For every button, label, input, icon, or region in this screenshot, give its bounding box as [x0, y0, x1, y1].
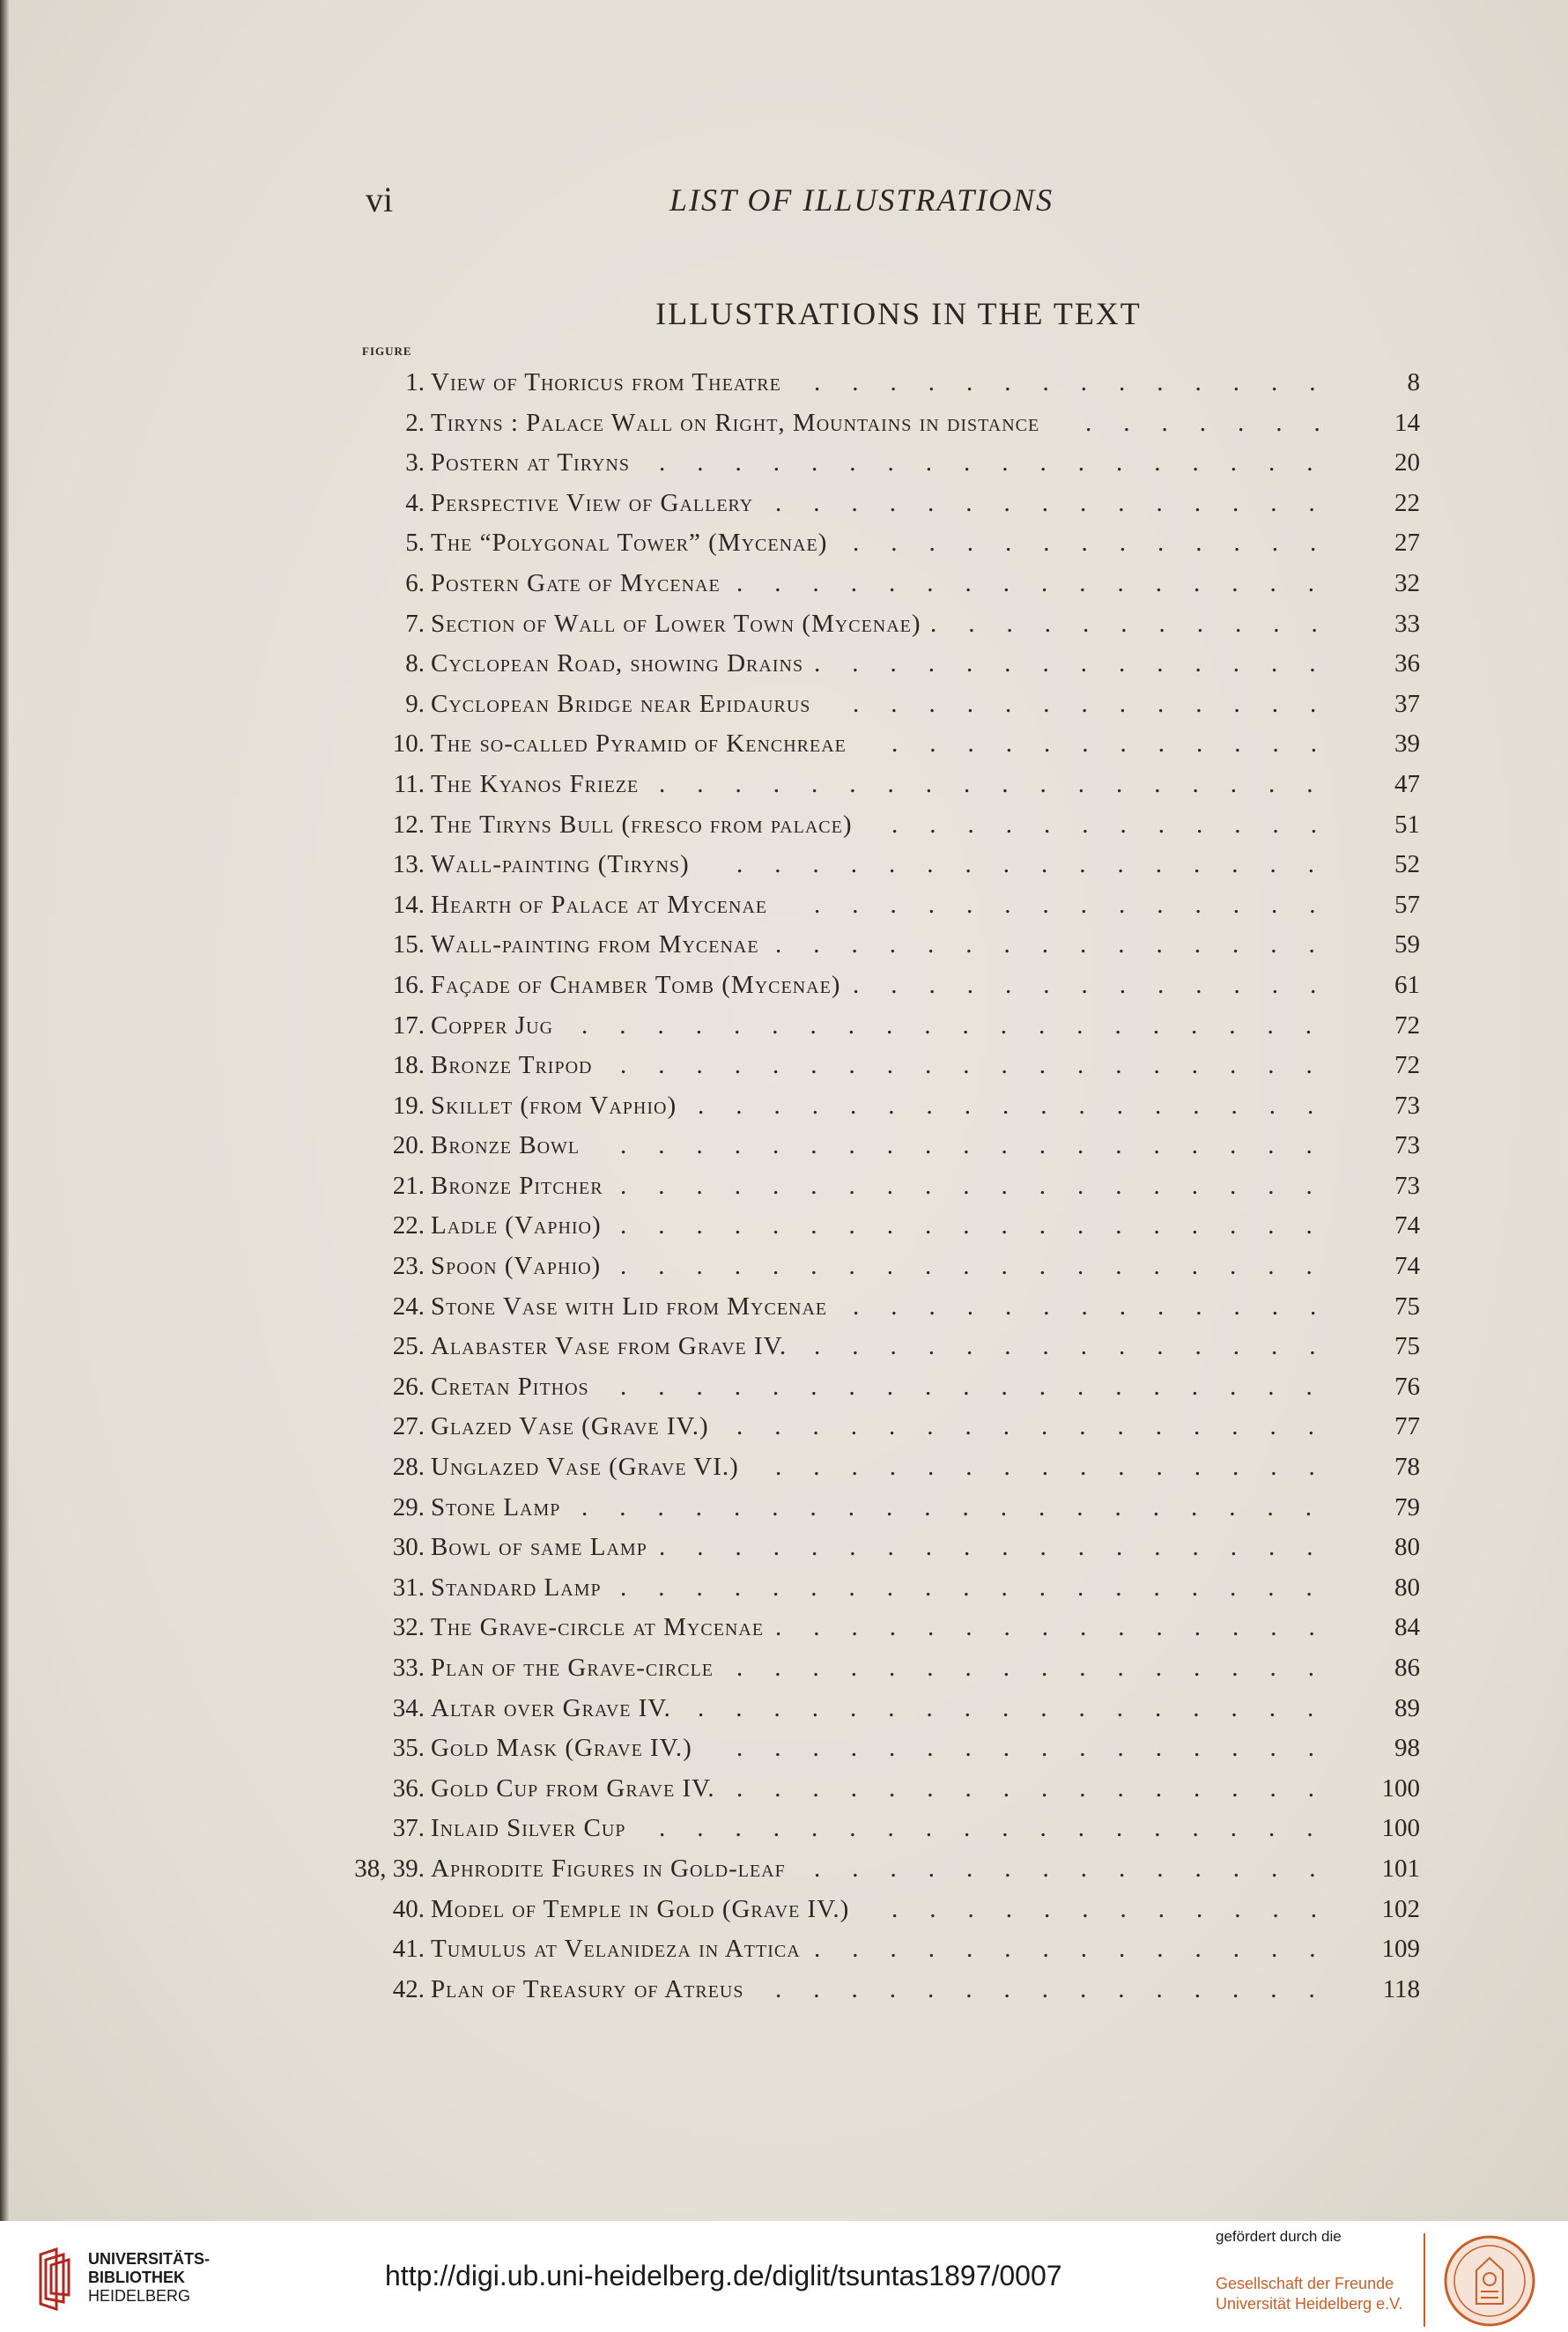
- figure-title: Inlaid Silver Cup: [431, 1814, 626, 1843]
- page-reference: 52: [1394, 850, 1420, 879]
- dot-leader: ..............: [814, 1854, 1348, 1883]
- list-item: [0, 564, 1568, 604]
- list-item: [0, 1247, 1568, 1287]
- figure-number: 17.: [392, 1011, 425, 1040]
- list-item: [0, 765, 1568, 805]
- list-item: [0, 443, 1568, 484]
- page-reference: 72: [1394, 1051, 1420, 1080]
- list-item: [0, 1206, 1568, 1247]
- list-item: [0, 1166, 1568, 1207]
- society-name-line2: Universität Heidelberg e.V.: [1216, 2295, 1403, 2313]
- figure-title: Bronze Bowl: [431, 1131, 581, 1160]
- figure-number: 27.: [392, 1412, 425, 1441]
- dot-leader: ..................: [659, 1533, 1345, 1562]
- list-item: [0, 925, 1568, 966]
- list-item: [0, 1608, 1568, 1648]
- dot-leader: .............: [853, 1292, 1349, 1321]
- page-reference: 80: [1394, 1533, 1420, 1562]
- list-item: [0, 1729, 1568, 1769]
- figure-number: 4.: [405, 488, 425, 517]
- page-reference: 8: [1407, 368, 1420, 396]
- list-item: [0, 1970, 1568, 2010]
- running-head-title: LIST OF ILLUSTRATIONS: [669, 182, 1054, 218]
- figure-number: 35.: [392, 1734, 425, 1763]
- dot-leader: ............: [891, 729, 1349, 759]
- dot-leader: ................: [736, 1654, 1346, 1682]
- figure-title: Perspective View of Gallery: [431, 488, 754, 517]
- dot-leader: ...................: [620, 1171, 1344, 1200]
- figure-title: Postern at Tiryns: [431, 448, 630, 478]
- page-reference: 109: [1381, 1935, 1420, 1964]
- dot-leader: ...............: [775, 488, 1347, 517]
- figure-title: Wall-painting from Mycenae: [431, 930, 759, 959]
- dot-leader: ................: [736, 850, 1346, 879]
- list-item: [0, 1367, 1568, 1408]
- figure-number: 37.: [392, 1814, 425, 1843]
- figure-number: 24.: [392, 1292, 425, 1321]
- illustrations-list: [0, 363, 1568, 2010]
- figure-title: Wall-painting (Tiryns): [431, 850, 690, 879]
- list-item: [0, 1046, 1568, 1086]
- list-item: [0, 1769, 1568, 1810]
- figure-number: 3.: [405, 448, 425, 478]
- library-name-line3: HEIDELBERG: [88, 2287, 191, 2305]
- list-item: [0, 1929, 1568, 1970]
- dot-leader: ...................: [620, 1051, 1344, 1080]
- list-item: [0, 1407, 1568, 1447]
- figure-column-label: FIGURE: [362, 344, 412, 358]
- list-item: [0, 885, 1568, 926]
- page-reference: 39: [1394, 729, 1420, 759]
- page-reference: 37: [1394, 689, 1420, 718]
- list-item: [0, 1689, 1568, 1729]
- page-reference: 74: [1394, 1252, 1420, 1281]
- figure-title: Postern Gate of Mycenae: [431, 568, 721, 597]
- figure-number: 8.: [405, 649, 425, 678]
- figure-number: 42.: [392, 1974, 425, 2003]
- page-reference: 73: [1394, 1091, 1420, 1120]
- figure-number: 13.: [392, 850, 425, 879]
- dot-leader: ................: [736, 568, 1346, 597]
- page-reference: 14: [1394, 408, 1420, 437]
- figure-number: 38, 39.: [354, 1854, 425, 1883]
- figure-title: Hearth of Palace at Mycenae: [431, 890, 768, 919]
- list-item: [0, 966, 1568, 1006]
- page-reference: 74: [1394, 1211, 1420, 1240]
- figure-title: The Tiryns Bull (fresco from palace): [431, 810, 853, 839]
- figure-title: Unglazed Vase (Grave VI.): [431, 1453, 739, 1482]
- list-item: [0, 484, 1568, 524]
- figure-number: 10.: [392, 729, 425, 759]
- figure-number: 11.: [393, 769, 425, 798]
- list-item: [0, 1126, 1568, 1166]
- figure-title: Plan of Treasury of Atreus: [431, 1974, 744, 2003]
- list-item: [0, 1568, 1568, 1609]
- society-name-line1: Gesellschaft der Freunde: [1216, 2275, 1394, 2292]
- list-item: [0, 724, 1568, 765]
- list-item: [0, 1327, 1568, 1367]
- list-item: [0, 1287, 1568, 1328]
- dot-leader: ..............: [814, 1332, 1348, 1361]
- footer-bar: [0, 2221, 1568, 2332]
- figure-number: 34.: [392, 1693, 425, 1722]
- figure-title: Ladle (Vaphio): [431, 1211, 602, 1240]
- dot-leader: ..............: [814, 649, 1348, 678]
- page-reference: 51: [1394, 810, 1420, 839]
- page-reference: 75: [1394, 1292, 1420, 1321]
- dot-leader: ................: [736, 1773, 1346, 1803]
- figure-title: View of Thoricus from Theatre: [431, 368, 781, 396]
- figure-title: The Grave-circle at Mycenae: [431, 1613, 765, 1642]
- society-name: [1216, 2274, 1402, 2314]
- list-item: [0, 845, 1568, 885]
- figure-number: 30.: [392, 1533, 425, 1562]
- figure-title: Tiryns : Palace Wall on Right, Mountains in distance: [431, 408, 1040, 437]
- figure-number: 33.: [392, 1654, 425, 1682]
- page-number: vi: [366, 180, 394, 219]
- figure-title: The “Polygonal Tower” (Mycenae): [431, 529, 828, 558]
- figure-number: 22.: [392, 1211, 425, 1240]
- page-reference: 78: [1394, 1453, 1420, 1482]
- figure-title: Copper Jug: [431, 1011, 554, 1040]
- figure-title: Gold Cup from Grave IV.: [431, 1773, 715, 1803]
- page-reference: 98: [1394, 1734, 1420, 1763]
- page-reference: 86: [1394, 1654, 1420, 1682]
- page-reference: 73: [1394, 1131, 1420, 1160]
- page-reference: 20: [1394, 448, 1420, 478]
- dot-leader: ....................: [581, 1011, 1343, 1040]
- dot-leader: ..............: [814, 890, 1348, 919]
- figure-number: 6.: [405, 568, 425, 597]
- library-name: [88, 2250, 210, 2306]
- figure-title: Spoon (Vaphio): [431, 1252, 602, 1281]
- page-reference: 77: [1394, 1412, 1420, 1441]
- list-item: [0, 1809, 1568, 1849]
- figure-number: 41.: [392, 1935, 425, 1964]
- figure-number: 19.: [392, 1091, 425, 1120]
- figure-number: 25.: [392, 1332, 425, 1361]
- dot-leader: ..................: [659, 769, 1345, 798]
- page-reference: 33: [1394, 609, 1420, 638]
- page-reference: 47: [1394, 769, 1420, 798]
- dot-leader: ............: [891, 810, 1349, 839]
- figure-title: Façade of Chamber Tomb (Mycenae): [431, 970, 841, 999]
- list-item: [0, 685, 1568, 725]
- figure-number: 9.: [405, 689, 425, 718]
- figure-number: 26.: [392, 1372, 425, 1401]
- page-reference: 100: [1381, 1773, 1420, 1803]
- dot-leader: ...................: [620, 1252, 1344, 1281]
- dot-leader: ................: [736, 1412, 1346, 1441]
- figure-number: 29.: [392, 1492, 425, 1521]
- list-item: [0, 523, 1568, 564]
- library-logo-icon: [37, 2247, 72, 2311]
- figure-number: 23.: [392, 1252, 425, 1281]
- section-title: ILLUSTRATIONS IN THE TEXT: [655, 296, 1142, 331]
- list-item: [0, 1890, 1568, 1930]
- list-item: [0, 1006, 1568, 1047]
- figure-number: 31.: [392, 1573, 425, 1602]
- page-reference: 22: [1394, 488, 1420, 517]
- dot-leader: .............: [853, 970, 1349, 999]
- figure-number: 20.: [392, 1131, 425, 1160]
- university-seal-icon: [1441, 2233, 1538, 2328]
- figure-number: 36.: [392, 1773, 425, 1803]
- figure-title: Tumulus at Velanideza in Attica: [431, 1935, 801, 1964]
- figure-number: 2.: [405, 408, 425, 437]
- dot-leader: ................: [736, 1734, 1346, 1763]
- figure-title: Plan of the Grave-circle: [431, 1654, 714, 1682]
- list-item: [0, 1447, 1568, 1488]
- dot-leader: ...........: [930, 609, 1350, 638]
- page-reference: 101: [1381, 1854, 1420, 1883]
- figure-number: 21.: [392, 1171, 425, 1200]
- figure-number: 5.: [405, 529, 425, 558]
- list-item: [0, 403, 1568, 444]
- page-reference: 80: [1394, 1573, 1420, 1602]
- figure-title: The Kyanos Frieze: [431, 769, 640, 798]
- dot-leader: ............: [891, 1894, 1349, 1923]
- dot-leader: .............: [853, 529, 1349, 558]
- figure-number: 32.: [392, 1613, 425, 1642]
- dot-leader: ...............: [775, 1453, 1347, 1482]
- page-reference: 73: [1394, 1171, 1420, 1200]
- page-reference: 79: [1394, 1492, 1420, 1521]
- figure-title: The so-called Pyramid of Kenchreae: [431, 729, 847, 759]
- figure-title: Gold Mask (Grave IV.): [431, 1734, 692, 1763]
- dot-leader: ..................: [659, 1814, 1345, 1843]
- page-reference: 102: [1381, 1894, 1420, 1923]
- figure-title: Cyclopean Bridge near Epidaurus: [431, 689, 811, 718]
- page-reference: 100: [1381, 1814, 1420, 1843]
- dot-leader: ...................: [620, 1372, 1344, 1401]
- figure-title: Bowl of same Lamp: [431, 1533, 647, 1562]
- page-reference: 89: [1394, 1693, 1420, 1722]
- figure-title: Altar over Grave IV.: [431, 1693, 671, 1722]
- dot-leader: .................: [698, 1091, 1346, 1120]
- library-name-line2: BIBLIOTHEK: [88, 2269, 185, 2286]
- figure-title: Model of Temple in Gold (Grave IV.): [431, 1894, 850, 1923]
- list-item: [0, 1086, 1568, 1127]
- page-reference: 32: [1394, 568, 1420, 597]
- dot-leader: .......: [1085, 408, 1352, 437]
- page-reference: 61: [1394, 970, 1420, 999]
- figure-number: 7.: [405, 609, 425, 638]
- dot-leader: ..............: [814, 1935, 1348, 1964]
- figure-number: 14.: [392, 890, 425, 919]
- figure-title: Stone Vase with Lid from Mycenae: [431, 1292, 828, 1321]
- figure-title: Section of Wall of Lower Town (Mycenae): [431, 609, 921, 638]
- figure-number: 28.: [392, 1453, 425, 1482]
- list-item: [0, 363, 1568, 403]
- page-reference: 36: [1394, 649, 1420, 678]
- dot-leader: .............: [853, 689, 1349, 718]
- figure-title: Aphrodite Figures in Gold-leaf: [431, 1854, 786, 1883]
- figure-title: Stone Lamp: [431, 1492, 561, 1521]
- permalink-url[interactable]: http://digi.ub.uni-heidelberg.de/diglit/tsuntas1897/0007: [385, 2260, 1062, 2291]
- figure-title: Bronze Tripod: [431, 1051, 593, 1080]
- dot-leader: ...............: [775, 1974, 1347, 2003]
- list-item: [0, 604, 1568, 645]
- library-name-line1: UNIVERSITÄTS-: [88, 2250, 211, 2268]
- figure-number: 15.: [392, 930, 425, 959]
- dot-leader: ..................: [659, 448, 1345, 478]
- dot-leader: ...................: [620, 1573, 1344, 1602]
- figure-number: 12.: [392, 810, 425, 839]
- footer-divider: [1424, 2233, 1425, 2327]
- dot-leader: ...................: [620, 1211, 1344, 1240]
- dot-leader: ...............: [775, 1613, 1347, 1642]
- dot-leader: .................: [698, 1693, 1346, 1722]
- figure-title: Skillet (from Vaphio): [431, 1091, 677, 1120]
- page-reference: 118: [1382, 1974, 1420, 2003]
- page-reference: 27: [1394, 529, 1420, 558]
- figure-title: Standard Lamp: [431, 1573, 602, 1602]
- page-reference: 57: [1394, 890, 1420, 919]
- support-text: gefördert durch die: [1216, 2228, 1342, 2245]
- figure-title: Glazed Vase (Grave IV.): [431, 1412, 709, 1441]
- page-reference: 75: [1394, 1332, 1420, 1361]
- figure-number: 16.: [392, 970, 425, 999]
- figure-title: Bronze Pitcher: [431, 1171, 603, 1200]
- list-item: [0, 644, 1568, 685]
- figure-number: 1.: [405, 368, 425, 396]
- dot-leader: ...............: [775, 930, 1347, 959]
- figure-title: Cretan Pithos: [431, 1372, 589, 1401]
- list-item: [0, 1648, 1568, 1689]
- figure-title: Cyclopean Road, showing Drains: [431, 649, 804, 678]
- list-item: [0, 1488, 1568, 1529]
- dot-leader: ....................: [581, 1492, 1343, 1521]
- figure-title: Alabaster Vase from Grave IV.: [431, 1332, 788, 1361]
- page-reference: 72: [1394, 1011, 1420, 1040]
- dot-leader: ...................: [620, 1131, 1344, 1160]
- page-reference: 59: [1394, 930, 1420, 959]
- running-head: [0, 178, 1568, 222]
- figure-number: 40.: [392, 1894, 425, 1923]
- page-reference: 76: [1394, 1372, 1420, 1401]
- list-item: [0, 1849, 1568, 1890]
- list-item: [0, 1528, 1568, 1568]
- list-item: [0, 805, 1568, 846]
- figure-number: 18.: [392, 1051, 425, 1080]
- page-reference: 84: [1394, 1613, 1420, 1642]
- dot-leader: ..............: [814, 368, 1348, 396]
